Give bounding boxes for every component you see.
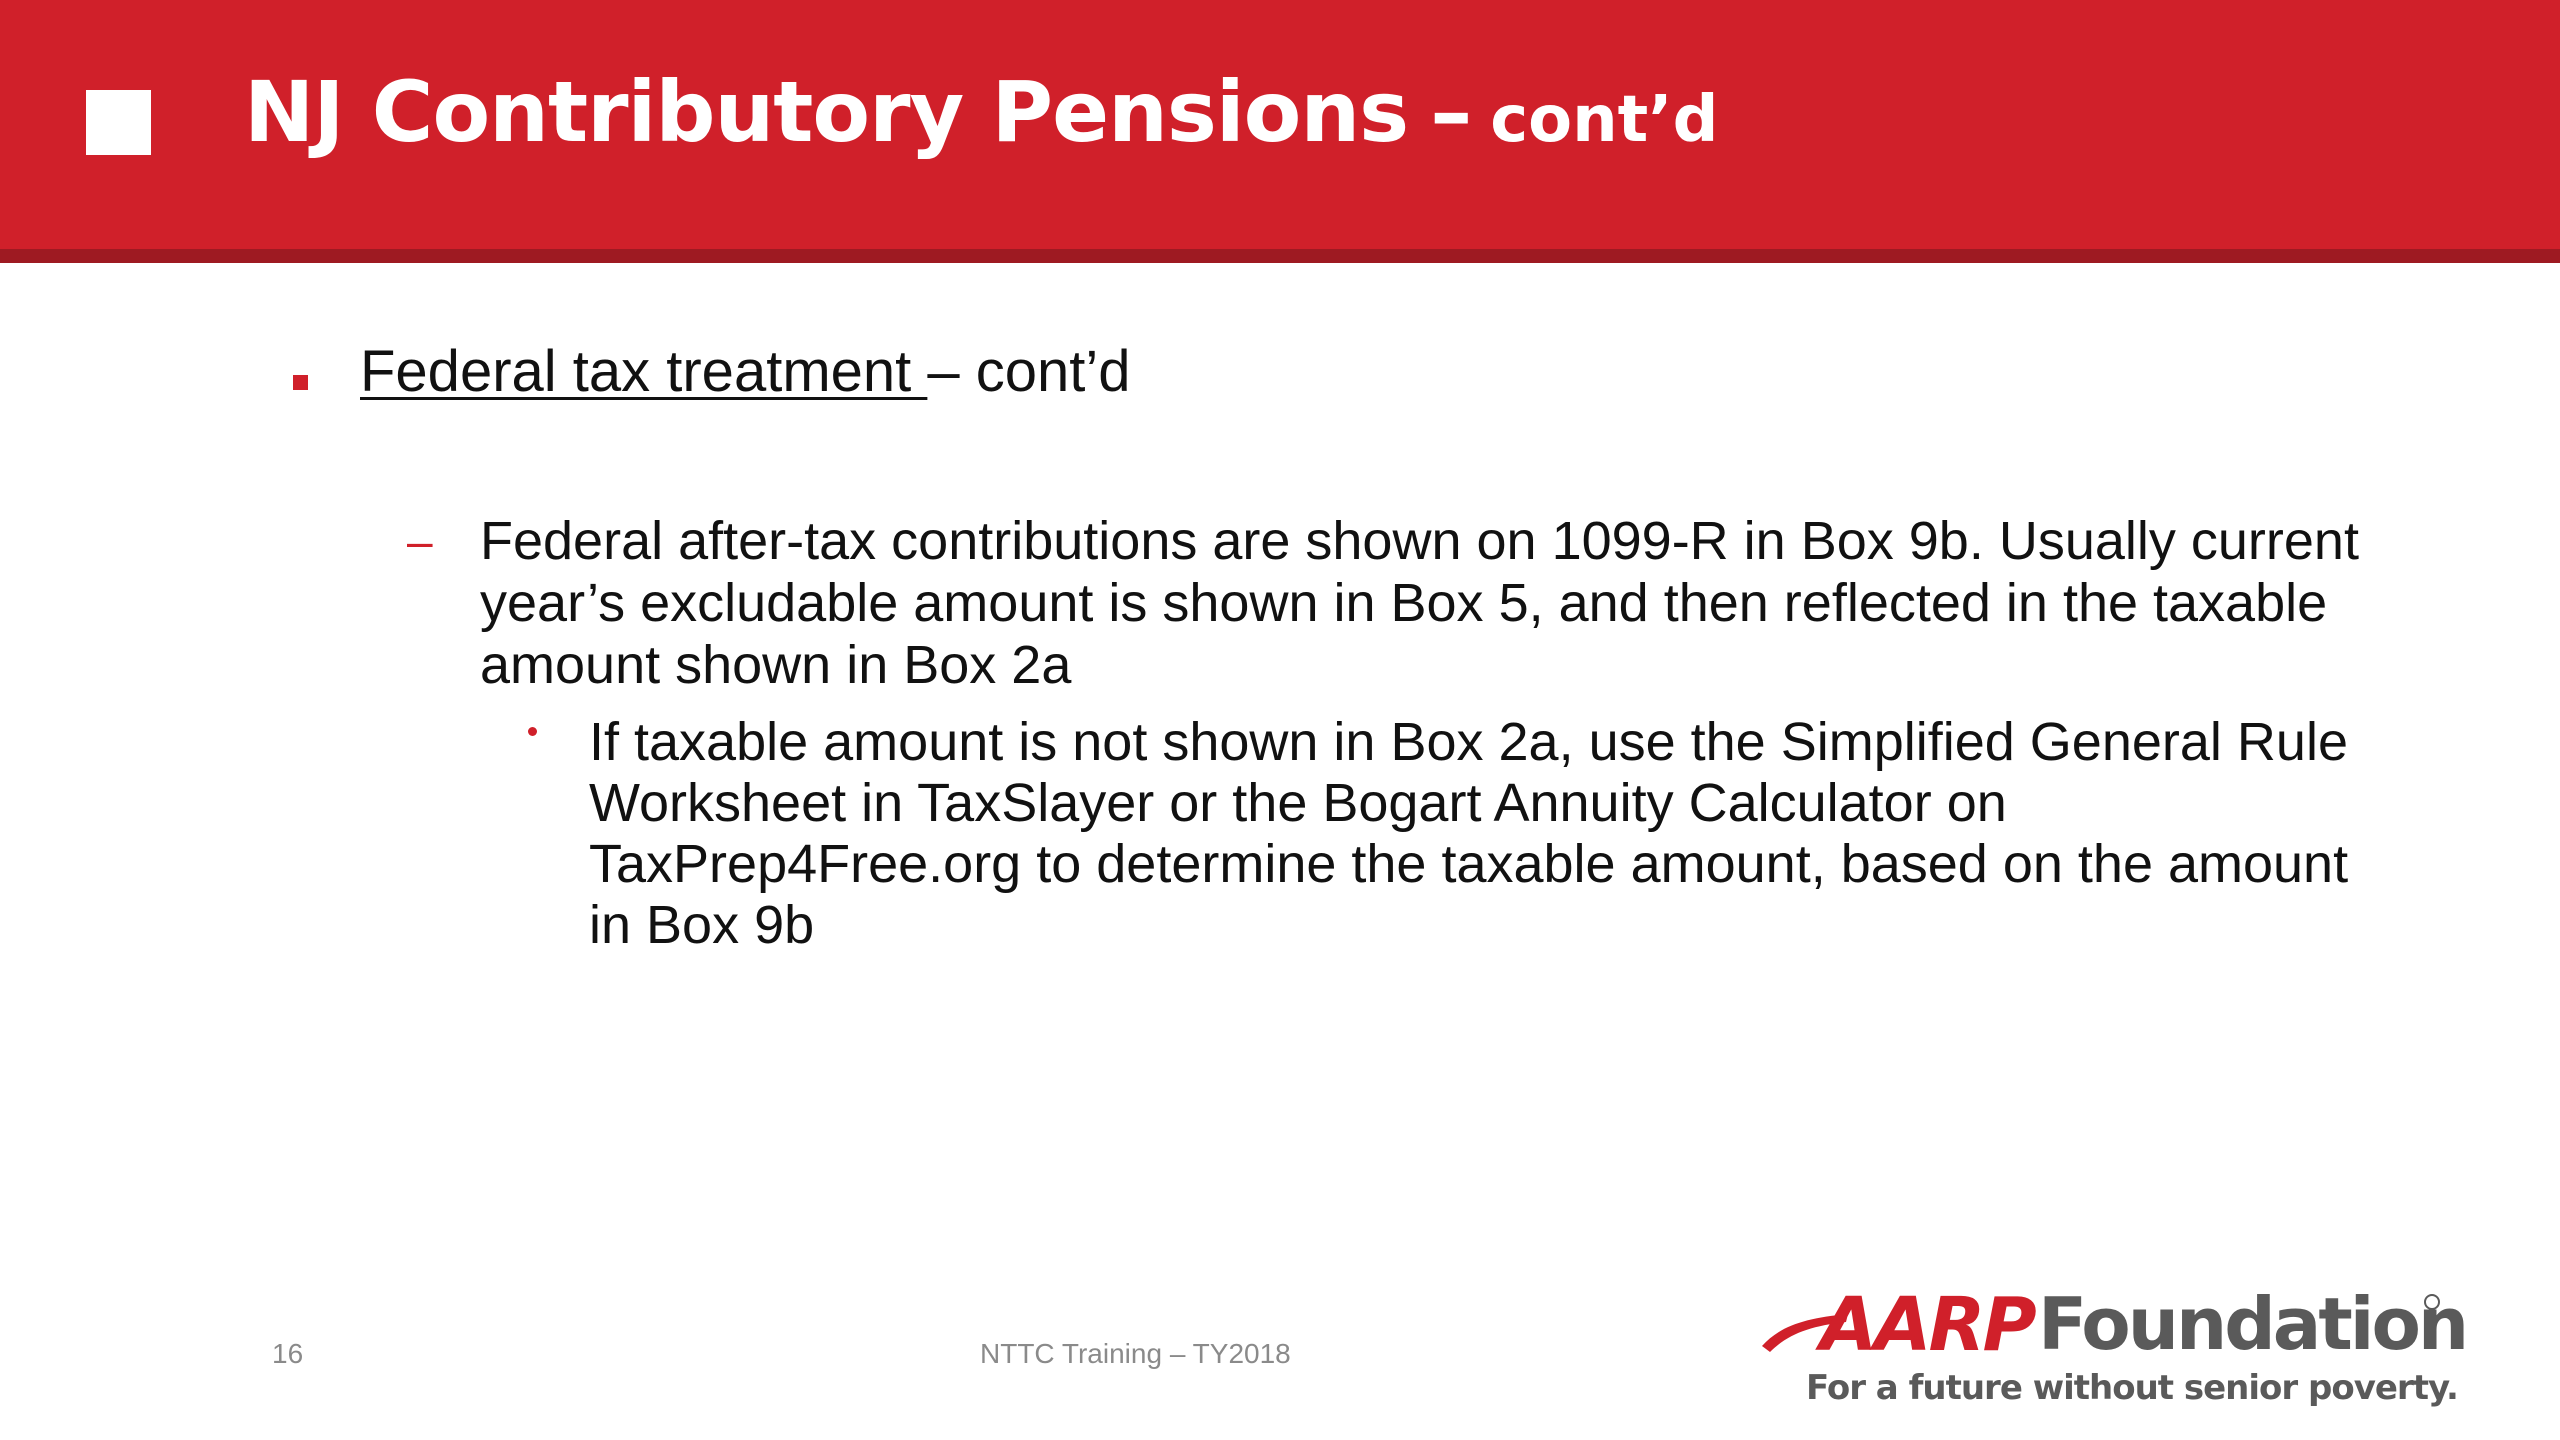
bullet-level2-text: Federal after-tax contributions are shown on 1099-R in Box 9b. Usually current year’s excludable amount is shown in Box 5, and then reflected in the taxable amount shown in Box 2a [480,511,2359,695]
logo-name: Foundation [2038,1282,2467,1366]
square-bullet-icon [293,375,308,390]
footer-text: NTTC Training – TY2018 [980,1338,1291,1369]
page-number: 16 [272,1338,304,1369]
logo-brand: AARP [1820,1282,2034,1368]
bullet-level1-text [360,333,1131,411]
registered-mark-icon [2424,1294,2440,1310]
slide-title-main: NJ Contributory Pensions [244,63,1409,161]
bullet-level1-rest: – cont’d [927,339,1131,404]
slide-title-separator: – [1430,63,1473,161]
title-square-icon [86,90,151,155]
bullet-level1-underlined: Federal tax treatment [360,339,928,404]
dash-bullet-icon: – [407,515,433,567]
bullet-level3-text: If taxable amount is not shown in Box 2a, use the Simplified General Rule Worksheet in TaxSlayer or the Bogart Annuity Calculator on TaxPrep4Free.org to determine the taxable amount, based on the amount in Box 9b [589,712,2349,955]
dot-bullet-icon [528,727,537,736]
slide-title-subtitle: cont’d [1490,83,1719,157]
logo-tagline: For a future without senior poverty. [1806,1368,2458,1408]
slide-title [244,63,1718,193]
aarp-foundation-logo [1760,1282,2467,1412]
title-bar-shadow [0,249,2560,263]
